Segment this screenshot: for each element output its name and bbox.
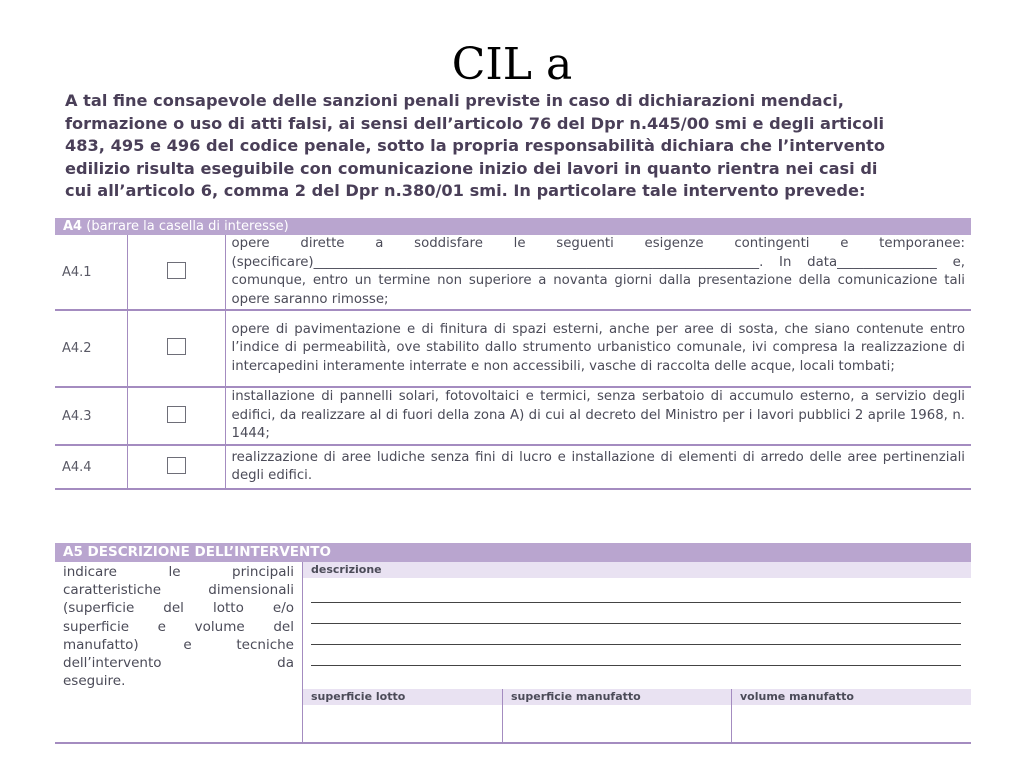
row-text: opere dirette a soddisfare le seguenti esigenze contingenti e temporanee: (specificare)___________________________________________________________________. In data_______________ e, comunque, entro un termine non superiore a novanta giorni dalla presentazione della comunicazione tali opere saranno rimosse; bbox=[225, 235, 971, 310]
lot-area-label: superficie lotto bbox=[303, 689, 502, 705]
table-row bbox=[55, 387, 971, 445]
intro-line: cui all’articolo 6, comma 2 del Dpr n.380/01 smi. In particolare tale intervento prevede: bbox=[65, 181, 866, 200]
description-area[interactable] bbox=[303, 562, 971, 742]
instruction-line: dell’intervento da bbox=[63, 655, 294, 672]
instruction-line: indicare le principali bbox=[63, 564, 294, 580]
instruction-line: (superficie del lotto e/o bbox=[63, 600, 294, 617]
a5-instructions bbox=[55, 562, 303, 742]
table-row bbox=[55, 445, 971, 489]
table-row bbox=[55, 310, 971, 387]
dimensions-row bbox=[303, 689, 971, 742]
description-label: descrizione bbox=[303, 562, 971, 578]
intro-line: 483, 495 e 496 del codice penale, sotto la propria responsabilità dichiara che l’intervento bbox=[65, 136, 885, 155]
instruction-line: manufatto) e tecniche bbox=[63, 636, 294, 653]
intro-line: formazione o uso di atti falsi, ai sensi dell’articolo 76 del Dpr n.445/00 smi e degli articoli bbox=[65, 113, 885, 133]
intro-line: A tal fine consapevole delle sanzioni penali previste in caso di dichiarazioni mendaci, bbox=[65, 91, 844, 110]
a4-header-note: (barrare la casella di interesse) bbox=[86, 219, 289, 234]
row-text: installazione di pannelli solari, fotovoltaici e termici, senza serbatoio di accumulo esterno, a servizio degli edifici, da realizzare al di fuori della zona A) di cui al decreto del Ministro per i lavori pubblici 2 aprile 1968, n. 1444; bbox=[225, 387, 971, 445]
row-code: A4.3 bbox=[55, 387, 127, 445]
building-volume-cell[interactable] bbox=[732, 689, 971, 742]
checkbox-a4-4[interactable] bbox=[167, 457, 186, 474]
lot-area-cell[interactable] bbox=[303, 689, 503, 742]
description-line[interactable] bbox=[311, 644, 961, 645]
description-line[interactable] bbox=[311, 602, 961, 603]
instruction-line: eseguire. bbox=[63, 673, 126, 690]
a5-section bbox=[55, 543, 971, 744]
description-line[interactable] bbox=[311, 623, 961, 624]
intro-paragraph bbox=[65, 90, 970, 203]
checkbox-a4-3[interactable] bbox=[167, 406, 186, 423]
a4-table bbox=[55, 218, 971, 490]
a4-header-code: A4 bbox=[63, 219, 83, 234]
a5-header: A5 DESCRIZIONE DELL’INTERVENTO bbox=[55, 543, 971, 562]
row-code: A4.1 bbox=[55, 235, 127, 310]
row-code: A4.4 bbox=[55, 445, 127, 489]
instruction-line: caratteristiche dimensionali bbox=[63, 582, 294, 599]
description-line[interactable] bbox=[311, 665, 961, 666]
row-text: opere di pavimentazione e di finitura di spazi esterni, anche per aree di sosta, che siano contenute entro l’indice di permeabilità, ove stabilito dallo strumento urbanistico comunale, ivi compresa la realizzazione di intercapedini interamente interrate e non accessibili, vasche di raccolta delle acque, locali tombati; bbox=[225, 310, 971, 387]
intro-line: edilizio risulta eseguibile con comunicazione inizio dei lavori in quanto rientra nei casi di bbox=[65, 158, 878, 178]
a4-header bbox=[55, 218, 971, 235]
page-title: CIL a bbox=[451, 39, 573, 90]
building-volume-label: volume manufatto bbox=[732, 689, 971, 705]
row-text: realizzazione di aree ludiche senza fini di lucro e installazione di elementi di arredo delle aree pertinenziali degli edifici. bbox=[225, 445, 971, 489]
checkbox-a4-1[interactable] bbox=[167, 262, 186, 279]
table-row bbox=[55, 235, 971, 310]
building-area-label: superficie manufatto bbox=[503, 689, 731, 705]
instruction-line: superficie e volume del bbox=[63, 618, 294, 635]
row-code: A4.2 bbox=[55, 310, 127, 387]
building-area-cell[interactable] bbox=[503, 689, 732, 742]
checkbox-a4-2[interactable] bbox=[167, 338, 186, 355]
